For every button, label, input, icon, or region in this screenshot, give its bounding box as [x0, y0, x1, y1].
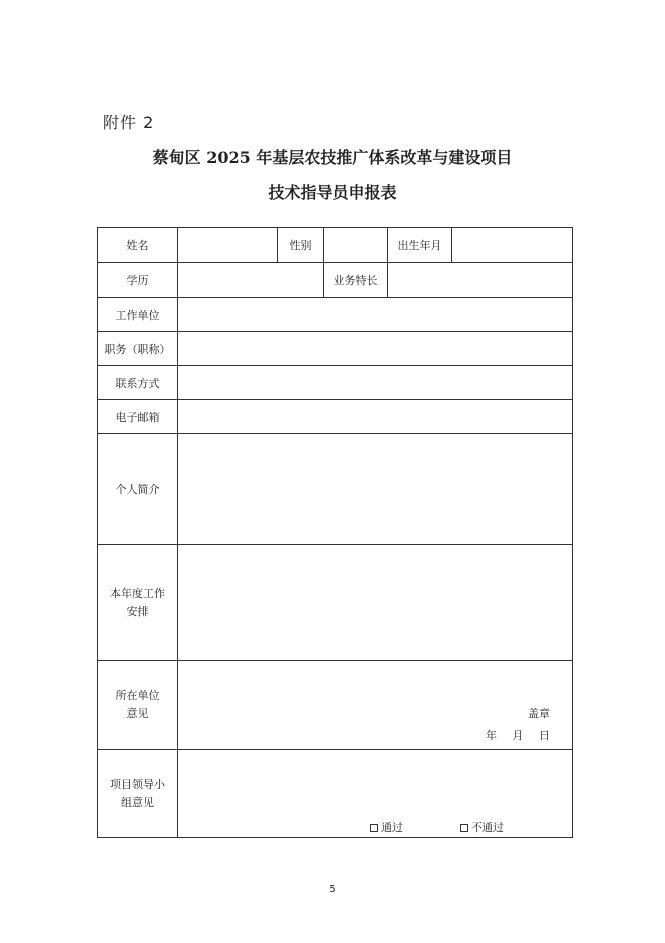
- leader-opinion-field: [178, 750, 573, 838]
- application-form: [97, 227, 573, 838]
- option-fail[interactable]: [460, 819, 504, 835]
- education-field[interactable]: [178, 263, 324, 298]
- unit-opinion-field[interactable]: [178, 661, 573, 750]
- unit-opinion-label: [98, 661, 178, 750]
- attachment-label: 附件 2: [103, 113, 155, 132]
- form-row-workplace: [98, 298, 573, 332]
- specialty-label: 业务特长: [324, 263, 388, 298]
- form-row-position: [98, 332, 573, 366]
- plan-label: [98, 545, 178, 661]
- email-label: 电子邮箱: [98, 400, 178, 434]
- leader-opinion-line2: 组意见: [121, 795, 154, 809]
- bio-field[interactable]: [178, 434, 573, 545]
- plan-label-line1: 本年度工作: [110, 586, 165, 600]
- plan-field[interactable]: [178, 545, 573, 661]
- workplace-label: 工作单位: [98, 298, 178, 332]
- form-row-leader-opinion: [98, 750, 573, 838]
- specialty-field[interactable]: [388, 263, 573, 298]
- seal-label: 盖章: [528, 707, 550, 720]
- option-pass-label: 通过: [381, 821, 403, 834]
- plan-label-line2: 安排: [126, 604, 149, 618]
- option-pass[interactable]: [370, 819, 403, 835]
- birth-field[interactable]: [452, 228, 573, 263]
- leader-opinion-label: [98, 750, 178, 838]
- contact-field[interactable]: [178, 366, 573, 400]
- gender-field[interactable]: [324, 228, 388, 263]
- birth-label: 出生年月: [388, 228, 452, 263]
- form-row-education: [98, 263, 573, 298]
- document-subtitle: 技术指导员申报表: [268, 183, 397, 202]
- form-row-contact: [98, 366, 573, 400]
- option-fail-label: 不通过: [471, 821, 504, 834]
- workplace-field[interactable]: [178, 298, 573, 332]
- date-label: 年 月 日: [486, 729, 550, 742]
- position-field[interactable]: [178, 332, 573, 366]
- form-row-bio: [98, 434, 573, 545]
- form-row-unit-opinion: [98, 661, 573, 750]
- unit-opinion-line1: 所在单位: [115, 689, 160, 702]
- education-label: 学历: [98, 263, 178, 298]
- page-number: 5: [329, 884, 336, 895]
- checkbox-icon[interactable]: [370, 824, 378, 832]
- email-field[interactable]: [178, 400, 573, 434]
- checkbox-icon[interactable]: [460, 824, 468, 832]
- unit-opinion-line2: 意见: [126, 707, 149, 720]
- leader-opinion-line1: 项目领导小: [110, 777, 165, 791]
- name-label: 姓名: [98, 228, 178, 263]
- name-field[interactable]: [178, 228, 278, 263]
- document-title: 蔡甸区 2025 年基层农技推广体系改革与建设项目: [152, 148, 513, 167]
- gender-label: 性别: [278, 228, 324, 263]
- form-row-basic: [98, 228, 573, 263]
- form-row-email: [98, 400, 573, 434]
- form-row-plan: [98, 545, 573, 661]
- contact-label: 联系方式: [98, 366, 178, 400]
- position-label: 职务（职称）: [98, 332, 178, 366]
- bio-label: 个人简介: [98, 434, 178, 545]
